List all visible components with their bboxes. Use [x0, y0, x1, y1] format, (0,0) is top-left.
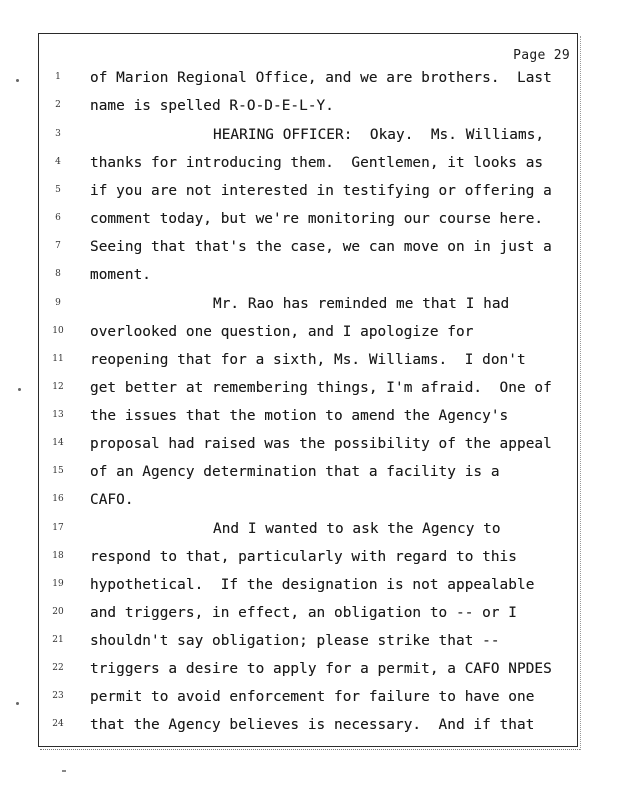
line-text: that the Agency believes is necessary. And if that: [90, 717, 535, 733]
transcript-line: [0, 267, 618, 291]
transcript-line: [0, 239, 618, 263]
line-number: 5: [55, 185, 61, 195]
line-number: 19: [52, 579, 64, 589]
line-number: 15: [52, 466, 64, 476]
line-text: triggers a desire to apply for a permit, a CAFO NPDES: [90, 661, 552, 677]
line-number: 2: [55, 100, 61, 110]
line-number: 17: [52, 523, 64, 533]
line-text: hypothetical. If the designation is not appealable: [90, 577, 535, 593]
line-number: 4: [55, 157, 61, 167]
line-number: 24: [52, 719, 64, 729]
transcript-line: [0, 352, 618, 376]
line-text: proposal had raised was the possibility of the appeal: [90, 436, 552, 452]
line-number: 1: [55, 72, 61, 82]
transcript-line: [0, 492, 618, 516]
line-number: 8: [55, 269, 61, 279]
line-number: 21: [52, 635, 64, 645]
line-text: HEARING OFFICER: Okay. Ms. Williams,: [213, 127, 545, 143]
line-text: if you are not interested in testifying or offering a: [90, 183, 552, 199]
line-text: permit to avoid enforcement for failure to have one: [90, 689, 535, 705]
line-text: respond to that, particularly with regard to this: [90, 549, 517, 565]
line-number: 10: [52, 326, 64, 336]
transcript-line: [0, 689, 618, 713]
transcript-line: [0, 296, 618, 320]
transcript-line: [0, 127, 618, 151]
transcript-line: [0, 183, 618, 207]
line-text: the issues that the motion to amend the Agency's: [90, 408, 509, 424]
line-number: 3: [55, 129, 61, 139]
transcript-line: [0, 155, 618, 179]
line-number: 14: [52, 438, 64, 448]
line-text: Mr. Rao has reminded me that I had: [213, 296, 510, 312]
transcript-line: [0, 408, 618, 432]
transcript-line: [0, 98, 618, 122]
line-text: CAFO.: [90, 492, 134, 508]
line-text: reopening that for a sixth, Ms. Williams. I don't: [90, 352, 526, 368]
line-text: shouldn't say obligation; please strike that --: [90, 633, 500, 649]
transcript-line: [0, 70, 618, 94]
line-text: get better at remembering things, I'm afraid. One of: [90, 380, 552, 396]
line-text: name is spelled R-O-D-E-L-Y.: [90, 98, 334, 114]
page-number: Page 29: [513, 48, 570, 63]
line-text: of Marion Regional Office, and we are brothers. Last: [90, 70, 552, 86]
scan-mark: [62, 770, 66, 772]
transcript-line: [0, 521, 618, 545]
transcript-line: [0, 211, 618, 235]
line-text: overlooked one question, and I apologize for: [90, 324, 474, 340]
line-text: And I wanted to ask the Agency to: [213, 521, 501, 537]
line-number: 6: [55, 213, 61, 223]
line-number: 13: [52, 410, 64, 420]
transcript-line: [0, 464, 618, 488]
transcript-line: [0, 324, 618, 348]
line-text: and triggers, in effect, an obligation to -- or I: [90, 605, 517, 621]
transcript-line: [0, 633, 618, 657]
page-shadow-bottom: [40, 749, 580, 752]
transcript-line: [0, 717, 618, 741]
line-text: comment today, but we're monitoring our course here.: [90, 211, 544, 227]
line-number: 22: [52, 663, 64, 673]
transcript-line: [0, 661, 618, 685]
line-number: 12: [52, 382, 64, 392]
line-text: thanks for introducing them. Gentlemen, it looks as: [90, 155, 544, 171]
transcript-line: [0, 549, 618, 573]
line-number: 23: [52, 691, 64, 701]
line-text: moment.: [90, 267, 151, 283]
line-number: 20: [52, 607, 64, 617]
line-number: 9: [55, 298, 61, 308]
line-number: 16: [52, 494, 64, 504]
transcript-line: [0, 605, 618, 629]
line-number: 11: [52, 354, 64, 364]
transcript-line: [0, 380, 618, 404]
line-text: Seeing that that's the case, we can move on in just a: [90, 239, 552, 255]
line-number: 18: [52, 551, 64, 561]
transcript-line: [0, 436, 618, 460]
transcript-line: [0, 577, 618, 601]
line-text: of an Agency determination that a facility is a: [90, 464, 500, 480]
line-number: 7: [55, 241, 61, 251]
